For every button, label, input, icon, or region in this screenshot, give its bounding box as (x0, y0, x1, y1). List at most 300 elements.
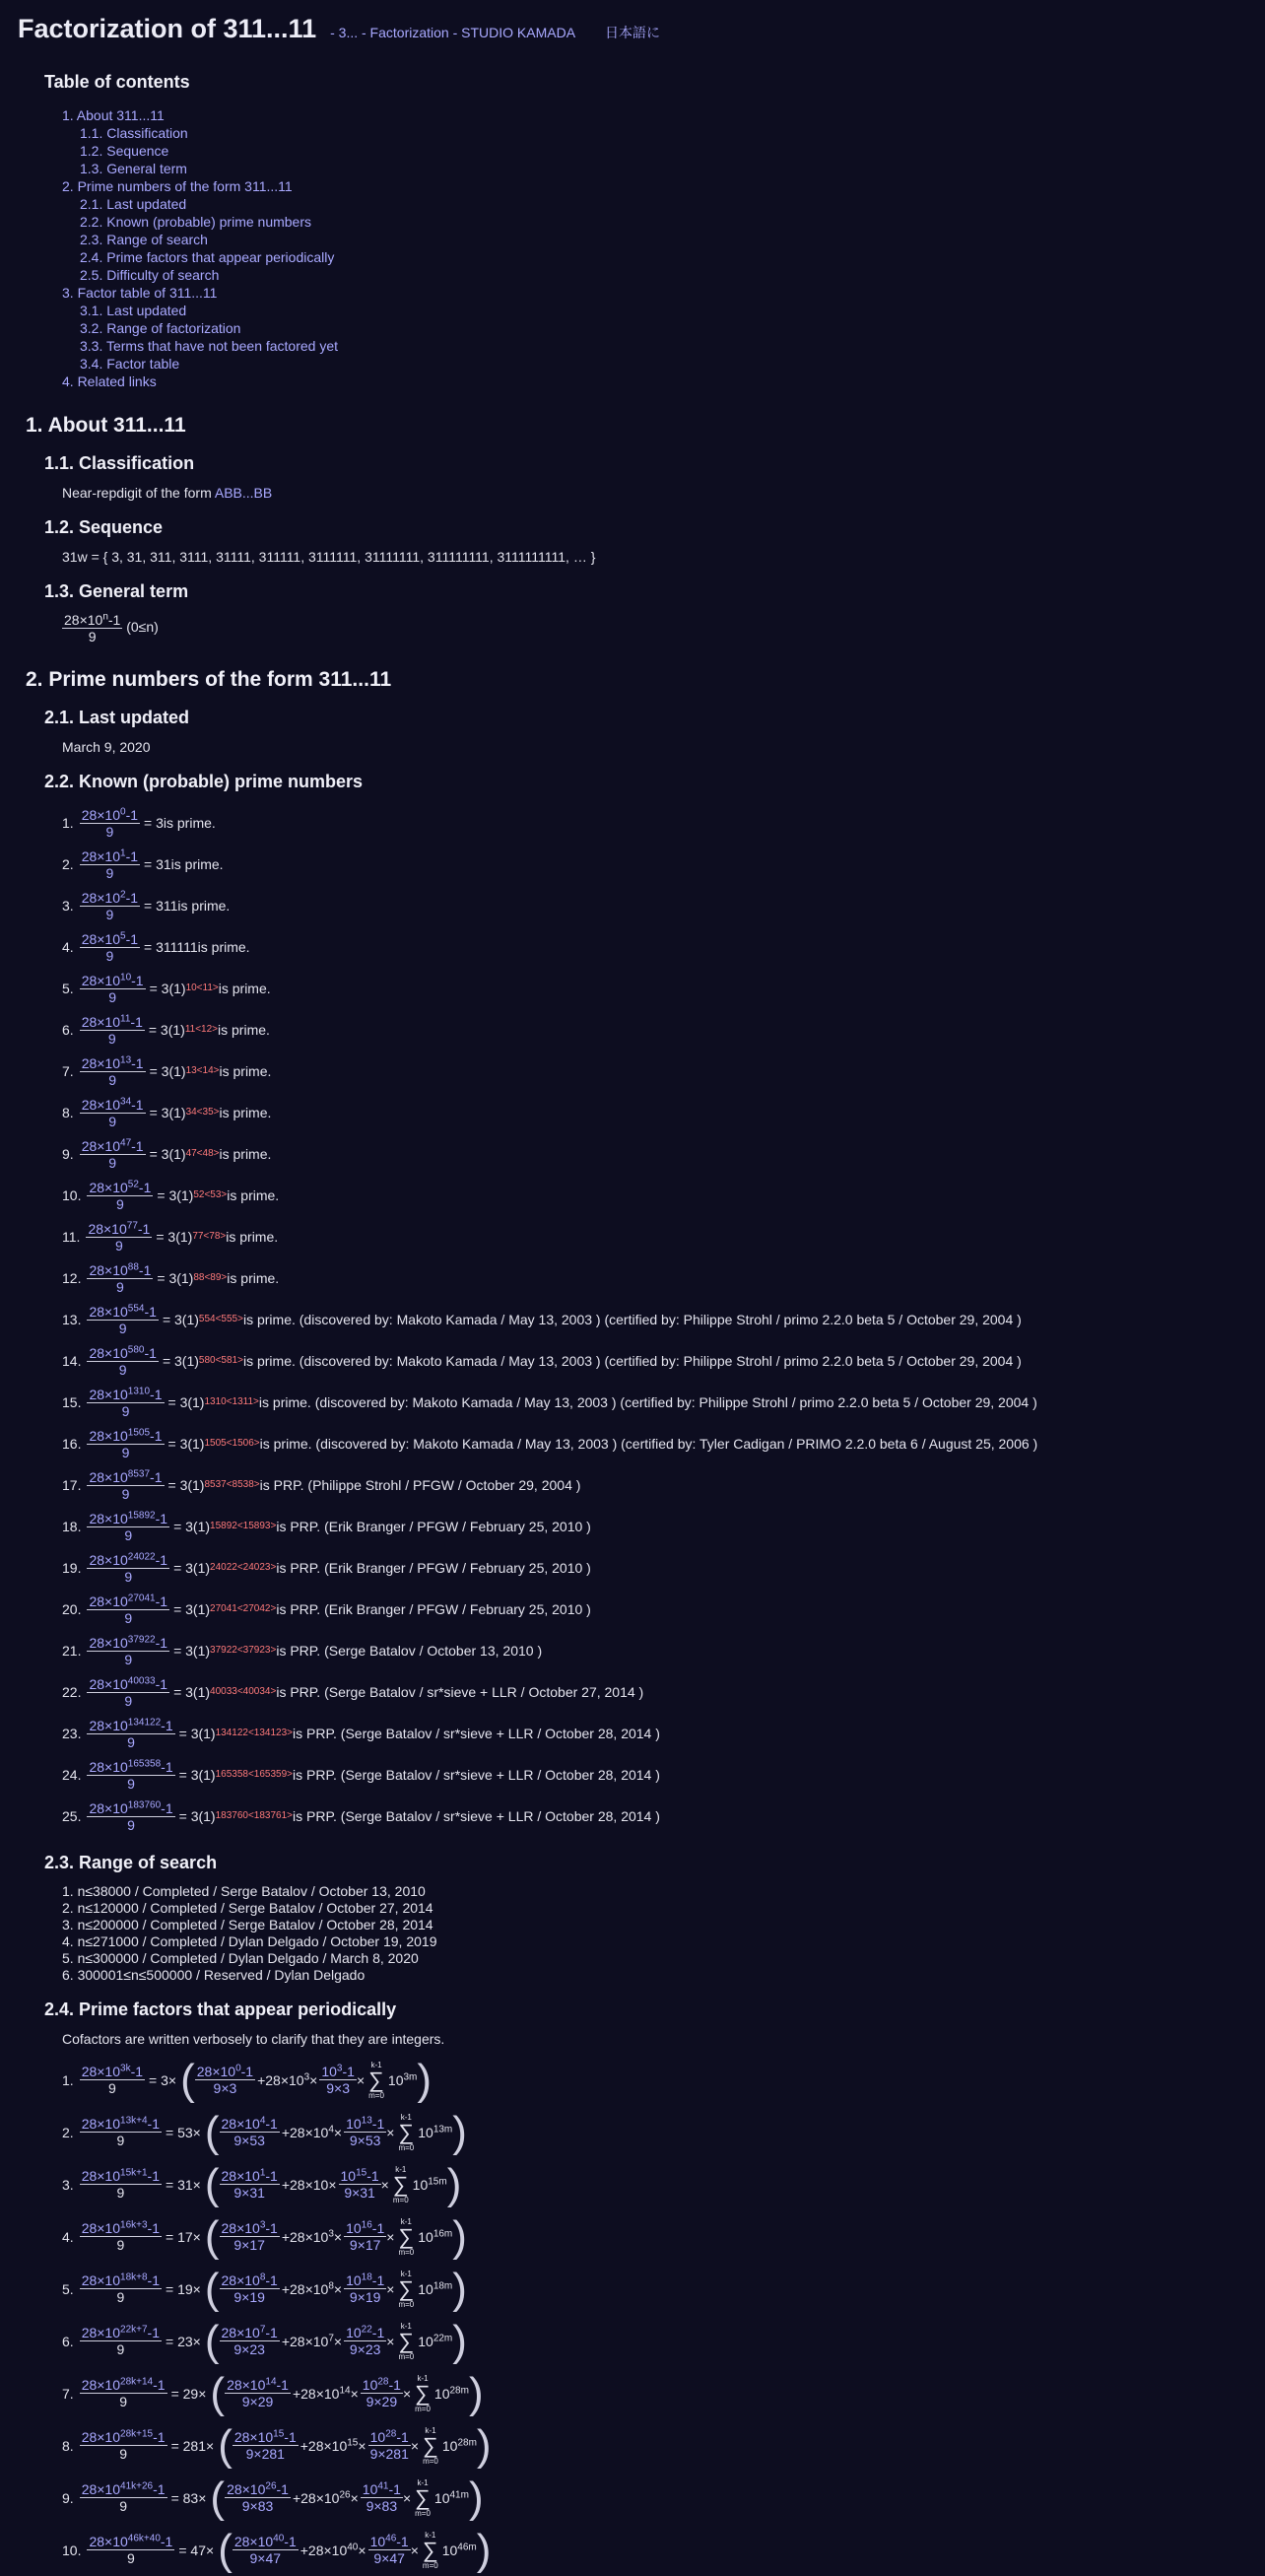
prime-index: 5. (62, 981, 74, 996)
prime-denominator: 9 (118, 1320, 127, 1336)
prime-denominator: 9 (124, 1526, 133, 1543)
fraction-denominator: 9 (116, 2185, 125, 2201)
general-term-formula (62, 612, 1247, 644)
prime-fraction[interactable] (87, 1262, 153, 1295)
open-paren: ( (204, 2264, 220, 2313)
toc-sublink[interactable]: 3.2. Range of factorization (80, 320, 241, 336)
equals: = 29× (170, 2385, 207, 2402)
lhs-numerator: $28\times 10^{16k+3}-1$ (81, 2219, 160, 2236)
toc-sublink[interactable]: 3.1. Last updated (80, 303, 187, 318)
prime-numerator (87, 1345, 158, 1362)
fraction-numerator (361, 2481, 403, 2498)
prime-value: = 3(1) (149, 1063, 186, 1079)
numerator-exponent: 183760 (127, 1798, 162, 1810)
numerator-base: 28×10 (81, 1096, 121, 1113)
close-paren: ) (452, 2107, 467, 2156)
power: $28\times 10^{15}-1$ (233, 2428, 297, 2445)
middle-term: $+28\times 10^3\times$ (281, 2227, 343, 2245)
close-paren: ) (452, 2316, 467, 2365)
toc-link[interactable]: 3. Factor table of 311...11 (62, 285, 218, 301)
sum-top: k-1 (417, 2373, 429, 2383)
prime-value: = 3(1) (167, 1394, 205, 1410)
fraction-numerator (361, 2377, 403, 2394)
prime-fraction[interactable] (87, 1180, 153, 1212)
prime-item (62, 844, 1247, 885)
numerator-base: 28×10 (81, 806, 121, 823)
prime-denominator: 9 (127, 1733, 135, 1750)
lhs-numerator: $28\times 10^{18k+8}-1$ (81, 2271, 160, 2288)
prime-numerator (87, 1552, 169, 1569)
open-paren: ( (218, 2420, 233, 2470)
fraction-denominator: 9×53 (349, 2133, 381, 2148)
prime-index: 17. (62, 1477, 82, 1493)
lhs-fraction[interactable] (80, 2116, 162, 2148)
sum-bottom: m=0 (398, 2247, 415, 2257)
lhs-fraction[interactable] (80, 2481, 167, 2514)
periodic-index: 8. (62, 2437, 74, 2454)
classification-title: 1.1. Classification (44, 453, 195, 473)
numerator-tail: -1 (150, 1427, 163, 1444)
toc-sublink[interactable]: 1.1. Classification (80, 125, 188, 141)
sum-top: k-1 (400, 2216, 412, 2226)
prime-note: is prime. (163, 815, 216, 831)
toc-subitem (80, 160, 1247, 177)
toc-sublink[interactable]: 3.4. Factor table (80, 356, 180, 372)
numerator-base: 28×10 (81, 1054, 121, 1071)
period-fraction (339, 2168, 381, 2201)
prime-note: is prime. (218, 1022, 270, 1038)
periodic-item: 8. $\frac{28\times 10^{28k+15}-1}{9}$ = 281× ( $\frac{28\times 10^{15}-1}{9\times 281}$ $+28\times 10^{15}\times$ $\frac{10^{28}-1}{9\times 281}$ × k-1 ∑ m=0 $10^{28m}$ ) (62, 2420, 492, 2470)
prime-numerator (87, 1180, 153, 1196)
prime-denominator: 9 (124, 1692, 133, 1709)
numerator-tail: -1 (125, 889, 139, 906)
numerator-tail: -1 (131, 1054, 144, 1071)
sum-bottom: m=0 (368, 2090, 384, 2100)
periodic-item: 4. $\frac{28\times 10^{16k+3}-1}{9}$ = 17× ( $\frac{28\times 10^3-1}{9\times 17}$ $+28\times 10^3\times$ $\frac{10^{16}-1}{9\times 17}$ × k-1 ∑ m=0 $10^{16m}$ ) (62, 2211, 467, 2261)
prime-numerator (87, 1718, 174, 1734)
prime-fraction[interactable] (87, 1428, 164, 1460)
middle-term: $+28\times 10^{14}\times$ (292, 2384, 359, 2402)
lhs-fraction[interactable] (80, 2272, 162, 2305)
prime-value: = 3(1) (157, 1270, 194, 1286)
prime-index: 24. (62, 1767, 82, 1783)
prime-fraction[interactable] (80, 848, 140, 881)
lhs-numerator: $28\times 10^{15k+1}-1$ (81, 2167, 160, 2184)
prime-denominator: 9 (127, 1816, 135, 1833)
fraction-denominator: 9×281 (245, 2446, 285, 2462)
last-updated-title: 2.1. Last updated (44, 708, 190, 727)
toc-sublink[interactable]: 2.3. Range of search (80, 232, 208, 247)
prime-value: = 3(1) (149, 1146, 186, 1162)
range-item: 4. n≤271000 / Completed / Dylan Delgado / October 19, 2019 (62, 1933, 437, 1949)
toc-subitem (80, 248, 1247, 266)
prime-fraction[interactable] (87, 1304, 158, 1336)
open-paren: ( (204, 2159, 220, 2208)
prime-value: = 3(1) (178, 1767, 216, 1783)
prime-value: = 3(1) (167, 1436, 205, 1452)
periodic-item: 9. $\frac{28\times 10^{41k+26}-1}{9}$ = 83× ( $\frac{28\times 10^{26}-1}{9\times 83}$ $+28\times 10^{26}\times$ $\frac{10^{41}-1}{9\times 83}$ × k-1 ∑ m=0 $10^{41m}$ ) (62, 2473, 484, 2522)
open-paren: ( (180, 2055, 195, 2104)
prime-value: = 3(1) (173, 1560, 211, 1576)
prime-fraction[interactable] (87, 1345, 158, 1378)
numerator-exponent: 11 (120, 1012, 131, 1024)
prime-note: is prime. (219, 1063, 272, 1079)
classification-text (62, 484, 1247, 502)
sum-bottom: m=0 (398, 2299, 415, 2309)
prime-fraction[interactable] (86, 1221, 152, 1254)
power: $10^{28}-1$ (362, 2376, 401, 2393)
prime-note: is prime. (discovered by: Makoto Kamada / May 13, 2003 ) (certified by: Tyler Cadigan / PRIMO 2.2.0 beta 6 / August 25, 2006 ) (259, 1436, 1038, 1452)
prime-numerator (80, 807, 140, 824)
prime-index: 19. (62, 1560, 82, 1576)
periodic-index: 5. (62, 2280, 74, 2297)
fraction-denominator: 9×31 (344, 2185, 375, 2201)
fraction-numerator (225, 2377, 291, 2394)
sum-top: k-1 (400, 2269, 412, 2278)
fraction-numerator (220, 2220, 280, 2237)
fraction-numerator (225, 2481, 291, 2498)
numerator-exponent: 37922 (127, 1633, 156, 1645)
numerator-exponent: 8537 (127, 1467, 151, 1479)
lhs-exponent: 41k+26 (120, 2480, 154, 2492)
prime-item: 7. $\frac{28\times 10^{13}-1}{9}$ = 3(1) 13<14> is prime. (62, 1053, 272, 1088)
prime-denominator: 9 (108, 1113, 117, 1129)
toc-sublink[interactable]: 2.2. Known (probable) prime numbers (80, 214, 312, 230)
periodic-index: 9. (62, 2489, 74, 2506)
prime-index: 7. (62, 1063, 74, 1079)
fraction-numerator (80, 2325, 162, 2341)
fraction-numerator (80, 2220, 162, 2237)
sum-bottom: m=0 (423, 2456, 438, 2466)
sum-term: $10^{15m}$ (412, 2175, 447, 2193)
toc-link[interactable]: 1. About 311...11 (62, 107, 165, 123)
lhs-fraction[interactable] (87, 2534, 174, 2566)
prime-fraction[interactable] (87, 1676, 169, 1709)
close-paren: ) (452, 2264, 467, 2313)
prime-item: 10. $\frac{28\times 10^{52}-1}{9}$ = 3(1) 52<53> is prime. (62, 1178, 280, 1212)
numerator-exponent: 1 (120, 847, 126, 858)
lhs-fraction[interactable] (80, 2220, 162, 2253)
lhs-numerator: $28\times 10^{41k+26}-1$ (81, 2480, 166, 2497)
prime-denominator: 9 (124, 1651, 133, 1667)
prime-numerator (87, 1800, 174, 1817)
prime-denominator: 9 (105, 947, 114, 964)
periodic-index: 10. (62, 2542, 82, 2558)
close-paren: ) (468, 2368, 484, 2417)
lhs-fraction[interactable] (80, 2325, 162, 2357)
periodic-item: 2. $\frac{28\times 10^{13k+4}-1}{9}$ = 53× ( $\frac{28\times 10^4-1}{9\times 53}$ $+28\times 10^4\times$ $\frac{10^{13}-1}{9\times 53}$ × k-1 ∑ m=0 $10^{13m}$ ) (62, 2107, 467, 2156)
lhs-fraction[interactable] (80, 2429, 167, 2462)
prime-item (62, 802, 1247, 844)
open-paren: ( (204, 2107, 220, 2156)
toc-subitem (80, 213, 1247, 231)
prime-numerator (87, 1635, 169, 1652)
prime-item: 14. $\frac{28\times 10^{580}-1}{9}$ = 3(1) 580<581> is prime. (discovered by: Makoto Kamada / May 13, 2003 ) (certified by: Philippe Strohl / primo 2.2.0 beta 5 / October 29, 2004 ) (62, 1343, 1022, 1378)
power: $10^{18}-1$ (346, 2271, 385, 2288)
prime-fraction[interactable] (80, 1055, 146, 1088)
prime-fraction[interactable] (87, 1387, 164, 1419)
open-paren: ( (210, 2368, 226, 2417)
equals: = 47× (178, 2542, 215, 2558)
prime-fraction[interactable] (80, 1138, 146, 1171)
numerator-exponent: 134122 (127, 1716, 162, 1728)
sum-term: $10^{13m}$ (418, 2123, 453, 2140)
fraction-numerator (80, 2481, 167, 2498)
numerator-base: 28×10 (89, 1261, 128, 1278)
numerator-tail: -1 (125, 930, 139, 947)
toc-subitem (80, 266, 1247, 284)
sum-bottom: m=0 (398, 2142, 415, 2152)
prime-index: 1. (62, 815, 74, 831)
prime-value: = 3(1) (173, 1684, 211, 1700)
prime-index: 4. (62, 939, 74, 955)
prime-fraction[interactable] (87, 1469, 164, 1502)
periodic-item: 6. $\frac{28\times 10^{22k+7}-1}{9}$ = 23× ( $\frac{28\times 10^7-1}{9\times 23}$ $+28\times 10^7\times$ $\frac{10^{22}-1}{9\times 23}$ × k-1 ∑ m=0 $10^{22m}$ ) (62, 2316, 467, 2365)
classification-label: Near-repdigit of the form (62, 485, 215, 501)
numerator-tail: -1 (107, 612, 121, 628)
numerator-tail: -1 (161, 1717, 173, 1733)
lhs-exponent: 16k+3 (120, 2219, 148, 2231)
fraction-denominator: 9 (127, 2550, 135, 2566)
numerator-tail: -1 (150, 1386, 163, 1402)
prime-value: = 3(1) (173, 1643, 211, 1659)
prime-item: 21. $\frac{28\times 10^{37922}-1}{9}$ = 3(1) 37922<37923> is PRP. (Serge Batalov / October 13, 2010 ) (62, 1633, 543, 1667)
prime-fraction[interactable] (80, 890, 140, 922)
lhs-numerator: $28\times 10^{46k+40}-1$ (89, 2533, 173, 2549)
fraction-numerator (80, 2064, 145, 2080)
table-of-contents (62, 106, 1247, 390)
toc-subitem (80, 337, 1247, 355)
lhs-exponent: 13k+4 (120, 2115, 148, 2127)
sum-icon (415, 2374, 431, 2413)
prime-index: 14. (62, 1353, 82, 1369)
prime-item: 12. $\frac{28\times 10^{88}-1}{9}$ = 3(1) 88<89> is prime. (62, 1260, 280, 1295)
prime-fraction[interactable] (87, 1635, 169, 1667)
fraction-numerator (344, 2272, 386, 2289)
last-updated-date: March 9, 2020 (62, 739, 151, 755)
prime-denominator: 9 (108, 1071, 117, 1088)
prime-value: = 3(1) (157, 1187, 194, 1203)
lhs-exponent: 22k+7 (120, 2324, 148, 2336)
sum-term: $10^{28m}$ (441, 2436, 477, 2454)
fraction-denominator: 9×53 (233, 2133, 265, 2148)
toc-item (62, 177, 1247, 284)
equals: = 53× (166, 2124, 201, 2140)
prime-item: 16. $\frac{28\times 10^{1505}-1}{9}$ = 3(1) 1505<1506> is prime. (discovered by: Makoto Kamada / May 13, 2003 ) (certified by: Tyler Cadigan / PRIMO 2.2.0 beta 6 / August 25, 2006 ) (62, 1426, 1038, 1460)
periodic-item: 3. $\frac{28\times 10^{15k+1}-1}{9}$ = 31× ( $\frac{28\times 10^1-1}{9\times 31}$ +28×10× $\frac{10^{15}-1}{9\times 31}$ × k-1 ∑ m=0 $10^{15m}$ ) (62, 2159, 462, 2208)
prime-fraction[interactable] (87, 1511, 169, 1543)
toc-sublink[interactable]: 2.5. Difficulty of search (80, 267, 220, 283)
sigma: ∑ (398, 2119, 415, 2144)
close-paren: ) (446, 2159, 462, 2208)
prime-note: is prime. (197, 939, 250, 955)
lhs-exponent: 15k+1 (120, 2167, 148, 2179)
prime-item: 5. $\frac{28\times 10^{10}-1}{9}$ = 3(1) 10<11> is prime. (62, 971, 271, 1005)
toc-sublink[interactable]: 3.3. Terms that have not been factored yet (80, 338, 339, 354)
fraction-denominator: 9 (119, 2394, 128, 2409)
periodic-item: 7. $\frac{28\times 10^{28k+14}-1}{9}$ = 29× ( $\frac{28\times 10^{14}-1}{9\times 29}$ $+28\times 10^{14}\times$ $\frac{10^{28}-1}{9\times 29}$ × k-1 ∑ m=0 $10^{28m}$ ) (62, 2368, 484, 2417)
sum-icon (423, 2426, 438, 2466)
prime-index: 3. (62, 898, 74, 914)
fraction-numerator (80, 2168, 162, 2185)
numerator-exponent: 5 (120, 929, 126, 941)
power: $28\times 10^{40}-1$ (233, 2533, 297, 2549)
lhs-exponent: 28k+14 (120, 2376, 154, 2388)
prime-item: 19. $\frac{28\times 10^{24022}-1}{9}$ = 3(1) 24022<24023> is PRP. (Erik Branger / PFGW / February 25, 2010 ) (62, 1550, 591, 1585)
lhs-numerator: $28\times 10^{28k+15}-1$ (81, 2428, 166, 2445)
power: $28\times 10^3-1$ (221, 2219, 278, 2236)
prime-note: is prime. (discovered by: Makoto Kamada / May 13, 2003 ) (certified by: Philippe Strohl / primo 2.2.0 beta 5 / October 29, 2004 ) (258, 1394, 1037, 1410)
period-fraction (344, 2325, 386, 2357)
prime-value: = 3(1) (178, 1726, 216, 1741)
middle-term: $+28\times 10^8\times$ (281, 2279, 343, 2297)
prime-fraction[interactable] (87, 1593, 169, 1626)
toc-link[interactable]: 2. Prime numbers of the form 311...11 (62, 178, 293, 194)
prime-denominator: 9 (124, 1568, 133, 1585)
prime-numerator (87, 1387, 164, 1403)
lhs-fraction[interactable] (80, 2377, 167, 2409)
open-paren: ( (218, 2525, 233, 2574)
prime-index: 16. (62, 1436, 82, 1452)
numerator-exponent: 27041 (127, 1592, 156, 1603)
prime-index: 2. (62, 856, 74, 872)
numerator-exponent: 13 (120, 1053, 132, 1065)
numerator-tail: -1 (161, 1758, 173, 1775)
fraction-denominator: 9 (116, 2289, 125, 2305)
lhs-fraction[interactable] (80, 2064, 145, 2096)
prime-note: is PRP. (Erik Branger / PFGW / February 25, 2010 ) (276, 1519, 591, 1534)
numerator-exponent: 0 (120, 805, 126, 817)
sequence-text: 31w = { 3, 31, 311, 3111, 31111, 311111, 3111111, 31111111, 311111111, 3111111111, … } (62, 549, 596, 565)
sigma: ∑ (398, 2275, 415, 2301)
prime-note: is prime. (177, 898, 231, 914)
toc-sublink[interactable]: 1.2. Sequence (80, 143, 169, 159)
lhs-exponent: 46k+40 (127, 2533, 161, 2544)
fraction-denominator: 9×29 (241, 2394, 274, 2409)
prime-numerator (87, 1428, 164, 1445)
fraction-numerator (344, 2220, 386, 2237)
prime-index: 23. (62, 1726, 82, 1741)
prime-index: 11. (62, 1229, 81, 1245)
prime-note: is PRP. (Philippe Strohl / PFGW / October 29, 2004 ) (259, 1477, 581, 1493)
numerator-tail: -1 (125, 847, 139, 864)
fraction-numerator (339, 2168, 381, 2185)
toc-sublist (80, 195, 1247, 284)
prime-index: 13. (62, 1312, 82, 1327)
toc-subitem (80, 319, 1247, 337)
prime-note: is prime. (226, 1229, 279, 1245)
power: $10^3-1$ (321, 2063, 355, 2079)
lhs-numerator: $28\times 10^{22k+7}-1$ (81, 2324, 160, 2340)
classification-link[interactable]: ABB...BB (214, 485, 273, 501)
prime-numerator (80, 1097, 146, 1114)
prime-numerator (87, 1676, 169, 1693)
sigma: ∑ (368, 2067, 384, 2092)
fraction-numerator (195, 2064, 255, 2080)
numerator-base: 28×10 (89, 1427, 128, 1444)
range-list (62, 1883, 1247, 1984)
sum-top: k-1 (400, 2321, 412, 2331)
numerator-base: 28×10 (89, 1386, 128, 1402)
fraction-numerator (220, 2168, 280, 2185)
numerator-tail: -1 (130, 1013, 143, 1030)
cofactor-fraction (220, 2272, 280, 2305)
prime-fraction[interactable] (87, 1718, 174, 1750)
prime-numerator (87, 1469, 164, 1486)
prime-factor: 31 (177, 2176, 193, 2193)
open-paren: ( (210, 2473, 226, 2522)
fraction-denominator: 9×47 (249, 2550, 282, 2566)
lhs-numerator: $28\times 10^{13k+4}-1$ (81, 2115, 160, 2132)
fraction-denominator: 9 (119, 2446, 128, 2462)
prime-note: is PRP. (Serge Batalov / October 13, 2010 ) (276, 1643, 543, 1659)
prime-fraction[interactable] (80, 973, 146, 1005)
prime-fraction[interactable] (80, 1097, 146, 1129)
power: $28\times 10^4-1$ (221, 2115, 278, 2132)
prime-item: 18. $\frac{28\times 10^{15892}-1}{9}$ = 3(1) 15892<15893> is PRP. (Erik Branger / PFGW / February 25, 2010 ) (62, 1509, 591, 1543)
sum-icon (398, 2270, 414, 2309)
numerator-base: 28×10 (81, 972, 121, 988)
prime-denominator: 9 (105, 906, 114, 922)
sigma: ∑ (398, 2328, 415, 2353)
prime-fraction[interactable] (80, 931, 140, 964)
toc-sublink[interactable]: 1.3. General term (80, 161, 187, 176)
fraction-denominator: 9×83 (241, 2498, 274, 2514)
prime-denominator: 9 (108, 988, 117, 1005)
prime-fraction[interactable] (80, 1014, 145, 1047)
prime-note: is prime. (discovered by: Makoto Kamada / May 13, 2003 ) (certified by: Philippe Strohl / primo 2.2.0 beta 5 / October 29, 2004 ) (242, 1312, 1022, 1327)
fraction-numerator (233, 2429, 299, 2446)
fraction-denominator: 9×3 (326, 2080, 351, 2096)
prime-fraction[interactable] (80, 807, 140, 840)
prime-numerator (80, 931, 140, 948)
prime-item: 15. $\frac{28\times 10^{1310}-1}{9}$ = 3(1) 1310<1311> is prime. (discovered by: Makoto Kamada / May 13, 2003 ) (certified by: Philippe Strohl / primo 2.2.0 beta 5 / October 29, 2004 ) (62, 1385, 1037, 1419)
fraction-numerator (233, 2534, 299, 2550)
periodic-index: 6. (62, 2333, 74, 2349)
power: $28\times 10^7-1$ (221, 2324, 278, 2340)
numerator-base: 28×10 (89, 1179, 128, 1195)
fraction-numerator (87, 2534, 174, 2550)
lhs-fraction[interactable] (80, 2168, 162, 2201)
prime-fraction[interactable] (87, 1800, 174, 1833)
prime-note: is prime. (227, 1187, 280, 1203)
numerator-base: 28×10 (89, 1303, 128, 1320)
prime-fraction[interactable] (87, 1759, 174, 1792)
toc-sublink[interactable]: 2.4. Prime factors that appear periodically (80, 249, 335, 265)
prime-item: 8. $\frac{28\times 10^{34}-1}{9}$ = 3(1) 34<35> is prime. (62, 1095, 272, 1129)
toc-subitem (80, 231, 1247, 248)
sum-icon (398, 2113, 414, 2152)
language-link[interactable]: 日本語に (605, 25, 661, 40)
toc-subitem (80, 142, 1247, 160)
numerator-exponent: 2 (120, 888, 126, 900)
fraction-denominator: 9×17 (349, 2237, 381, 2253)
equals: = 83× (170, 2489, 207, 2506)
equals: = 23× (166, 2333, 201, 2349)
close-paren: ) (476, 2525, 492, 2574)
range-title: 2.3. Range of search (44, 1853, 218, 1872)
toc-sublink[interactable]: 2.1. Last updated (80, 196, 187, 212)
periodic-title: 2.4. Prime factors that appear periodically (44, 2000, 397, 2019)
prime-note: is prime. (218, 981, 271, 996)
prime-fraction[interactable] (87, 1552, 169, 1585)
toc-link[interactable]: 4. Related links (62, 373, 157, 389)
cofactor-fraction (220, 2168, 280, 2201)
numerator-tail: -1 (155, 1675, 168, 1692)
sum-icon (393, 2165, 409, 2204)
breadcrumb[interactable]: - 3... - Factorization - STUDIO KAMADA (330, 25, 576, 40)
numerator-base: 28×10 (89, 1675, 128, 1692)
